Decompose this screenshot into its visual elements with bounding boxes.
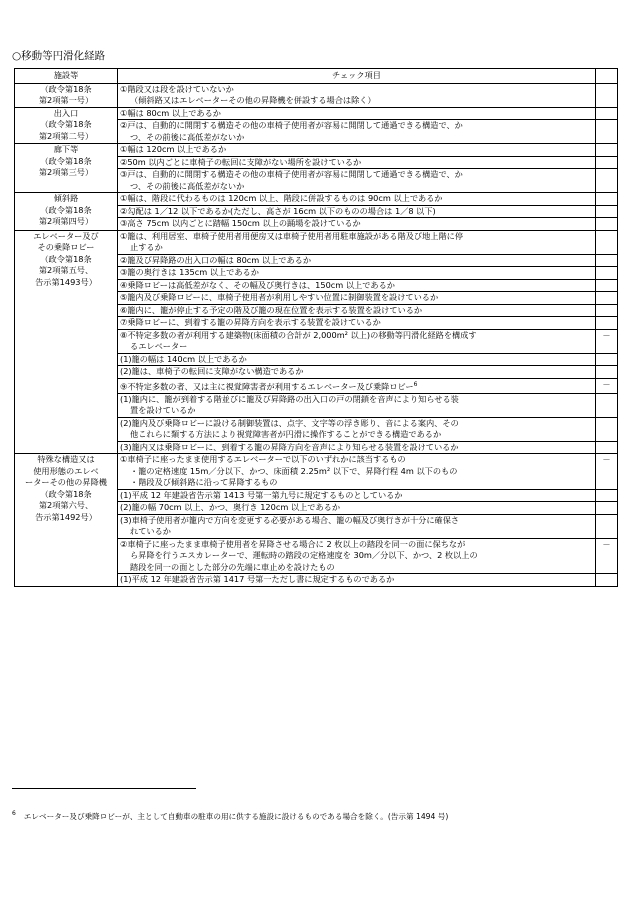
- check-item-text: (3)籠内又は乗降ロビーに、到着する籠の昇降方向を音声により知らせる装置を設けているか: [120, 441, 459, 452]
- not-applicable-mark: －: [596, 378, 618, 393]
- footnote-mark: 6: [12, 810, 16, 817]
- checklist-table: [14, 68, 618, 587]
- check-item-text: (2)籠内及び乗降ロビーに設ける制御装置は、点字、文字等の浮き彫り、音による案内、その: [120, 417, 459, 428]
- facility-cell-special-lift: [15, 454, 118, 587]
- check-item: [118, 353, 596, 366]
- check-item: [118, 489, 596, 502]
- check-item-continuation: （傾斜路又はエレベーターその他の昇降機を併設する場合は除く）: [130, 95, 376, 105]
- check-item-text: ⑧不特定多数の者が利用する建築物(床面積の合計が 2,000m² 以上)の移動等円滑化経路を構成す: [120, 329, 477, 340]
- check-item-text: ①幅は 120cm 以上であるか: [120, 144, 227, 154]
- not-applicable-mark: －: [596, 454, 618, 490]
- check-item-line: ら昇降を行うエスカレーターで、運転時の踏段の定格速度を 30m／分以下、かつ、2 枚以上の: [130, 550, 478, 561]
- check-item: [118, 107, 596, 120]
- check-cell: [596, 193, 618, 206]
- mark-header: [596, 69, 618, 84]
- check-item-text: (1)平成 12 年建設省告示第 1417 号第一ただし書に規定するものであるか: [120, 574, 395, 585]
- check-cell: [596, 366, 618, 379]
- check-cell: [596, 353, 618, 366]
- check-cell: [596, 267, 618, 280]
- facility-label-line: 傾斜路: [53, 193, 79, 203]
- facility-label-line: エレベーター及び: [33, 230, 99, 241]
- checklist-body: [15, 83, 618, 586]
- check-cell: [596, 502, 618, 515]
- items-header: チェック項目: [118, 69, 596, 84]
- check-item-text: ①幅は 80cm 以上であるか: [120, 107, 221, 118]
- check-item-text: ②50m 以内ごとに車椅子の転回に支障がない場所を設けているか: [120, 156, 362, 167]
- check-cell: [596, 83, 618, 107]
- check-cell: [596, 304, 618, 317]
- check-cell: [596, 393, 618, 417]
- footnote-ref: 6: [413, 380, 418, 388]
- facility-label-line: 第2項第四号）: [38, 216, 94, 226]
- check-cell: [596, 279, 618, 292]
- facility-label-line: その乗降ロビー: [37, 242, 95, 252]
- facility-label-line: 第2項第二号）: [38, 130, 94, 141]
- check-item-text: ⑦乗降ロビーに、到着する籠の昇降方向を表示する装置を設けているか: [120, 317, 381, 327]
- footnote: [12, 811, 618, 822]
- check-item: [118, 144, 596, 157]
- footnote-text: エレベーター及び乗降ロビーが、主として自動車の駐車の用に供する施設に設けるものである場合を除く。(告示第 1494 号): [23, 812, 449, 821]
- check-cell: [596, 514, 618, 538]
- check-item-text: ⑨不特定多数の者、又は主に視覚障害者が利用するエレベーター及び乗降ロビー: [120, 381, 414, 392]
- facility-label-line: 告示第1493号）: [35, 276, 97, 287]
- check-item-text: ③高さ 75cm 以内ごとに踏幅 150cm 以上の踊場を設けているか: [120, 218, 361, 228]
- check-item-continuation: つ、その前後に高低差がないか: [130, 131, 245, 142]
- check-item: [118, 317, 596, 330]
- check-item-text: ①幅は、階段に代わるものは 120cm 以上、階段に併設するものは 90cm 以上であるか: [120, 193, 443, 203]
- facility-label-line: 第2項第五号、: [38, 265, 94, 275]
- facility-label-line: 第2項第六号、: [38, 500, 94, 511]
- facility-label-line: （政令第18条: [40, 119, 92, 129]
- facility-cell-ramp: [15, 193, 118, 231]
- facility-label-line: ーターその他の昇降機: [25, 477, 107, 488]
- check-item-line: ・階段及び傾斜路に沿って昇降するもの: [130, 477, 278, 488]
- facility-label-line: 出入口: [53, 107, 79, 118]
- check-item-text: ②籠及び昇降路の出入口の幅は 80cm 以上であるか: [120, 254, 312, 265]
- check-cell: [596, 574, 618, 587]
- check-item-text: ②戸は、自動的に開閉する構造その他の車椅子使用者が容易に開閉して通過できる構造で、か: [120, 120, 463, 130]
- check-item: [118, 417, 596, 441]
- section-title: ○移動等円滑化経路: [12, 50, 106, 62]
- check-cell: [596, 417, 618, 441]
- not-applicable-mark: －: [596, 329, 618, 353]
- facility-cell-steps: [15, 83, 118, 107]
- facility-label-line: （政令第18条: [40, 253, 92, 264]
- check-item: [118, 230, 596, 254]
- check-cell: [596, 169, 618, 193]
- check-item-text: ②勾配は 1／12 以下であるか(ただし、高さが 16cm 以下のものの場合は 1／8 以下): [120, 205, 436, 216]
- check-cell: [596, 205, 618, 218]
- check-item-text: (3)車椅子使用者が籠内で方向を変更する必要がある場合、籠の幅及び奥行きが十分に確保さ: [120, 514, 460, 525]
- check-item: [118, 156, 596, 169]
- facility-label-line: （政令第18条: [40, 204, 92, 215]
- check-item-line: 踏段を同一の面とした部分の先端に車止めを設けたもの: [130, 561, 335, 572]
- check-item: [118, 441, 596, 454]
- check-item-text: ⑥籠内に、籠が停止する予定の階及び籠の現在位置を表示する装置を設けているか: [120, 304, 423, 315]
- facility-cell-elevator: [15, 230, 118, 454]
- check-item-text: ①階段又は段を設けていないか: [120, 83, 234, 94]
- check-item: [118, 267, 596, 280]
- check-item: [118, 454, 596, 490]
- check-row: [15, 83, 618, 107]
- check-item: [118, 292, 596, 305]
- check-cell: [596, 107, 618, 120]
- facility-label-line: （政令第18条: [40, 155, 92, 166]
- check-item-text: (2)籠の幅 70cm 以上、かつ、奥行き 120cm 以上であるか: [120, 502, 341, 513]
- check-item-text: ④乗降ロビーは高低差がなく、その幅及び奥行きは、150cm 以上であるか: [120, 279, 395, 290]
- check-item-text: ③籠の奥行きは 135cm 以上であるか: [120, 267, 259, 277]
- check-row: [15, 230, 618, 254]
- check-item: [118, 393, 596, 417]
- check-item-continuation: つ、その前後に高低差がないか: [130, 180, 245, 191]
- facility-label-line: 第2項第三号）: [38, 167, 94, 177]
- facility-header: 施設等: [15, 69, 118, 84]
- check-item: [118, 279, 596, 292]
- facility-label-line: 廊下等: [53, 144, 79, 154]
- check-item: [118, 366, 596, 379]
- check-item: [118, 502, 596, 515]
- facility-label-line: 特殊な構造又は: [37, 454, 95, 465]
- check-item-continuation: 止するか: [130, 242, 163, 252]
- check-cell: [596, 489, 618, 502]
- check-item: [118, 254, 596, 267]
- check-item: [118, 304, 596, 317]
- check-row: [15, 107, 618, 120]
- check-item: [118, 329, 596, 353]
- check-item-text: ⑤籠内及び乗降ロビーに、車椅子使用者が利用しやすい位置に制御装置を設けているか: [120, 292, 439, 302]
- facility-label-line: 第2項第一号）: [38, 95, 94, 105]
- facility-label-line: 告示第1492号）: [35, 511, 97, 522]
- check-item: [118, 83, 596, 107]
- check-item: [118, 574, 596, 587]
- check-cell: [596, 292, 618, 305]
- check-item-text: (1)籠内に、籠が到着する階並びに籠及び昇降路の出入口の戸の閉鎖を音声により知らせる装: [120, 393, 459, 404]
- check-item: [118, 193, 596, 206]
- check-item: [118, 514, 596, 538]
- check-item-continuation: れているか: [130, 526, 171, 537]
- check-item: [118, 378, 596, 393]
- facility-label-line: （政令第18条: [40, 83, 92, 94]
- check-item-continuation: 置を設けているか: [130, 405, 196, 416]
- check-item-text: ③戸は、自動的に開閉する構造その他の車椅子使用者が容易に開閉して通過できる構造で、か: [120, 169, 463, 179]
- facility-label-line: （政令第18条: [40, 488, 92, 499]
- check-item-text: ①籠は、利用居室、車椅子使用者用便房又は車椅子使用者用駐車施設がある階及び地上階に停: [120, 230, 464, 241]
- check-item-text: (2)籠は、車椅子の転回に支障がない構造であるか: [120, 366, 304, 376]
- check-item: [118, 218, 596, 231]
- check-item: [118, 205, 596, 218]
- check-cell: [596, 230, 618, 254]
- check-cell: [596, 317, 618, 330]
- footnote-divider: [12, 788, 196, 789]
- check-item-line: ・籠の定格速度 15m／分以下、かつ、床面積 2.25m² 以下で、昇降行程 4m 以下のもの: [130, 465, 458, 476]
- check-item-continuation: るエレベーター: [130, 341, 188, 351]
- check-item: [118, 120, 596, 144]
- check-item-continuation: 他これらに類する方法により視覚障害者が円滑に操作することができる構造であるか: [130, 429, 442, 440]
- check-item: [118, 538, 596, 574]
- check-cell: [596, 120, 618, 144]
- facility-cell-corridor: [15, 144, 118, 193]
- facility-cell-entrance: [15, 107, 118, 144]
- check-item-text: ①車椅子に座ったまま使用するエレベーターで以下のいずれかに該当するもの: [120, 454, 406, 465]
- check-item-text: (1)籠の幅は 140cm 以上であるか: [120, 353, 247, 364]
- table-header-row: [15, 69, 618, 84]
- check-item-text: ②車椅子に座ったまま車椅子使用者を昇降させる場合に 2 枚以上の踏段を同一の面に保ちなが: [120, 538, 466, 549]
- check-cell: [596, 156, 618, 169]
- check-row: [15, 144, 618, 157]
- check-item: [118, 169, 596, 193]
- check-row: [15, 193, 618, 206]
- facility-label-line: 使用形態のエレベ: [33, 465, 99, 476]
- check-cell: [596, 441, 618, 454]
- check-cell: [596, 254, 618, 267]
- check-row: [15, 454, 618, 490]
- check-cell: [596, 218, 618, 231]
- check-cell: [596, 144, 618, 157]
- check-item-text: (1)平成 12 年建設省告示第 1413 号第一第九号に規定するものとしているか: [120, 489, 403, 500]
- not-applicable-mark: －: [596, 538, 618, 574]
